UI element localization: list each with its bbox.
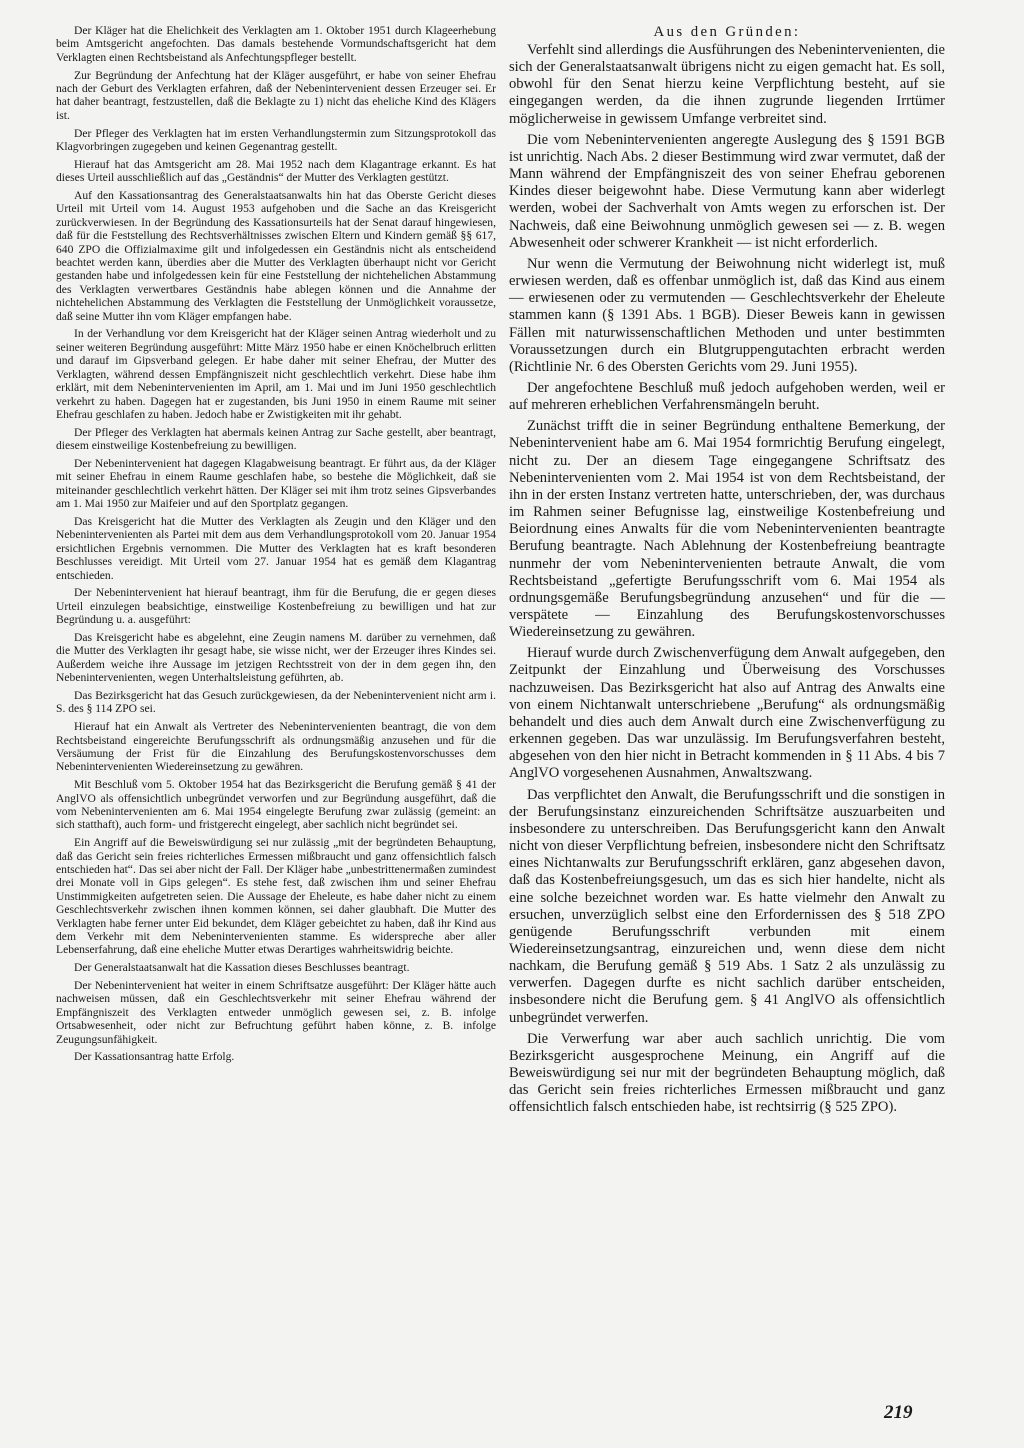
right-paragraph: Die Verwerfung war aber auch sachlich unrichtig. Die vom Bezirksgericht ausgesprochene Meinung, ein Angriff auf die Beweiswürdigung sei nur mit der begründeten Behauptung möglich, daß das Gericht sein freies richterliches Ermessen mißbraucht und ganz offensichtlich falsch entschieden habe, ist rechtsirrig (§ 525 ZPO). [509,1030,945,1116]
page-number: 219 [884,1402,913,1423]
left-paragraph: Das Bezirksgericht hat das Gesuch zurückgewiesen, da der Nebenintervenient nicht arm i. S. des § 114 ZPO sei. [56,688,496,716]
left-paragraph: Ein Angriff auf die Beweiswürdigung sei nur zulässig „mit der begründeten Behauptung, daß das Gericht sein freies richterliches Ermessen mißbraucht und ganz offensichtlich falsch entschieden hat“. Das sei aber nicht der Fall. Der Kläger habe „unbestrittenermaßen zumindest drei Monate voll in Gips gelegen“. Es stehe fest, daß zwischen ihm und seiner Ehefrau Unstimmigkeiten aufgetreten seien. Die Aussage der Eheleute, es habe daher nicht zu einem Geschlechtsverkehr zwischen ihnen kommen können, sei daher glaubhaft. Die Mutter des Verklagten habe ferner unter Eid bekundet, dem Kläger gebeichtet zu haben, daß ihr Kind aus dem Verkehr mit dem Nebenintervenienten stamme. Es widerspreche aber aller Lebenserfahrung, daß eine eheliche Mutter etwas Derartiges wahrheitswidrig beichte. [56,836,496,957]
left-paragraph: Hierauf hat das Amtsgericht am 28. Mai 1952 nach dem Klagantrage erkannt. Es hat dieses Urteil ausschließlich auf das „Geständnis“ der Mutter des Verklagten gestützt. [56,157,496,185]
right-paragraph: Zunächst trifft die in seiner Begründung enthaltene Bemerkung, der Nebenintervenient habe am 6. Mai 1954 formrichtig Berufung eingelegt, nicht zu. Der an diesem Tage eingegangene Schriftsatz des Nebenintervenienten vom 2. Mai 1954 ist von dem Rechtsbeistand, der ihn in der ersten Instanz vertreten hatte, unterschrieben, der, was durchaus im Rahmen seiner Befugnisse lag, einstweilige Kostenbefreiung und Beiordnung eines Anwalts für die vom Nebenintervenienten beantragte Berufung beantragte. Nach Ablehnung der Kostenbefreiung beantragte nunmehr der vom Nebenintervenienten betraute Anwalt, die vom Rechtsbeistand „gefertigte Berufungsschrift vom 6. Mai 1954 als ordnungsgemäße Berufungsbegründung anzusehen“ und für die — verspätete — Einzahlung des Berufungskostenvorschusses Wiedereinsetzung zu gewähren. [509,418,945,641]
left-paragraph: Zur Begründung der Anfechtung hat der Kläger ausgeführt, er habe von seiner Ehefrau nach der Geburt des Verklagten erfahren, daß der Nebenintervenient dessen Erzeuger sei. Er hat daher beantragt, festzustellen, daß die Beklagte zu 1) nicht das eheliche Kind des Klägers ist. [56,68,496,122]
left-paragraph: Das Kreisgericht hat die Mutter des Verklagten als Zeugin und den Kläger und den Nebenintervenienten als Partei mit dem aus dem Verhandlungsprotokoll vom 20. Januar 1954 ersichtlichen Ergebnis vernommen. Die Mutter des Verklagten hat es kraft besonderen Beschlusses vereidigt. Mit Urteil vom 27. Januar 1954 hat es gemäß dem Klagantrag entschieden. [56,514,496,582]
right-paragraph: Hierauf wurde durch Zwischenverfügung dem Anwalt aufgegeben, den Zeitpunkt der Einzahlung und Überweisung des Vorschusses nachzuweisen. Das Bezirksgericht hat also auf Antrag des Anwalts eine von einem Nichtanwalt unterschriebene „Berufung“ als ordnungsmäßig behandelt und dies auch dem Anwalt durch eine Zwischenverfügung zu erkennen gegeben. Das war unzulässig. Im Berufungsverfahren besteht, abgesehen von den hier nicht in Betracht kommenden in § 11 Abs. 4 bis 7 AnglVO vorgesehenen Ausnahmen, Anwaltszwang. [509,645,945,782]
left-paragraph: In der Verhandlung vor dem Kreisgericht hat der Kläger seinen Antrag wiederholt und zu seiner weiteren Begründung ausgeführt: Mitte März 1950 habe er einen Knöchelbruch erlitten und darauf im Gipsverband gelegen. Er habe daher mit seiner Ehefrau, der Mutter des Verklagten, während dessen Empfängniszeit nicht geschlechtlich verkehrt. Diese habe ihm erklärt, mit dem Nebenintervenienten im April, am 1. Mai und im Juni 1950 geschlechtlich verkehrt zu haben. Dagegen hat er zugestanden, bis Juni 1950 in einem Raume mit seiner Ehefrau geschlafen zu haben. Jedoch habe er Zwistigkeiten mit ihr gehabt. [56,327,496,421]
right-paragraph: Verfehlt sind allerdings die Ausführungen des Nebenintervenienten, die sich der Generalstaatsanwalt übrigens nicht zu eigen gemacht hat. Es soll, obwohl für den Senat hierzu keine Verpflichtung besteht, auf sie eingegangen werden, da die ihnen zugrunde liegenden Irrtümer möglicherweise in gewissem Umfange verbreitet sind. [509,42,945,127]
left-paragraph: Das Kreisgericht habe es abgelehnt, eine Zeugin namens M. darüber zu vernehmen, daß die Mutter des Verklagten ihr gesagt habe, sie wisse nicht, wer der Erzeuger ihres Kindes sei. Außerdem weiche ihre Aussage im jetzigen Rechtsstreit von der in dem gegen ihn, den Nebenintervenienten, wegen Unterhaltsleistung geführten, ab. [56,630,496,685]
left-paragraph: Hierauf hat ein Anwalt als Vertreter des Nebenintervenienten beantragt, die von dem Rechtsbeistand eingereichte Berufungsschrift als ordnungsmäßig anzusehen und für die Versäumung der Frist für die Einzahlung des Berufungskostenvorschusses dem Nebenintervenienten Wiedereinsetzung zu gewähren. [56,720,496,774]
left-column [56,24,496,1068]
left-paragraph: Mit Beschluß vom 5. Oktober 1954 hat das Bezirksgericht die Berufung gemäß § 41 der AnglVO als offensichtlich unbegründet verworfen und zur Begründung ausgeführt, daß die vom Nebenintervenienten am 6. Mai 1954 eingelegte Berufung zwar zulässig (gemeint: an sich statthaft), auch form- und fristgerecht eingelegt, aber sachlich nicht begründet sei. [56,778,496,832]
right-paragraph: Nur wenn die Vermutung der Beiwohnung nicht widerlegt ist, muß erwiesen werden, daß es offenbar unmöglich ist, daß das Kind aus einem — erwiesenen oder zu vermutenden — Geschlechtsverkehr der Eheleute stammen kann (§ 1391 Abs. 1 BGB). Dieser Beweis kann in gewissen Fällen mit naturwissenschaftlichen Methoden und unter bestimmten Voraussetzungen durch ein Blutgruppengutachten erbracht werden (Richtlinie Nr. 6 des Obersten Gerichts vom 29. Juni 1955). [509,255,945,375]
right-paragraph: Das verpflichtet den Anwalt, die Berufungsschrift und die sonstigen in der Berufungsinstanz einzureichenden Schriftsätze auszuarbeiten und insbesondere zu unterschreiben. Das Berufungsgericht kann den Anwalt nicht von dieser Verpflichtung befreien, insbesondere nicht den Schriftsatz eines Nichtanwalts zur Berufungsschrift erklären, ganz abgesehen davon, daß das Kostenbefreiungsgesuch, um das es sich hier handelte, nicht als eine solche bezeichnet worden war. Es hatte vielmehr den Anwalt zu ersuchen, unverzüglich selbst eine den Erfordernissen des § 518 ZPO genügende Berufungsschrift verbunden mit einem Wiedereinsetzungsantrag, einzureichen und, wenn diese dem nicht nachkam, die Berufung gemäß § 519 Abs. 1 Satz 2 als unzulässig zu verwerfen. Dagegen durfte es nicht sachlich darüber entscheiden, insbesondere nicht die Berufung gem. § 41 AnglVO als offensichtlich unbegründet verwerfen. [509,786,945,1026]
right-column [509,24,945,1121]
left-paragraph: Der Pfleger des Verklagten hat im ersten Verhandlungstermin zum Sitzungsprotokoll das Klagvorbringen zugegeben und keinen Gegenantrag gestellt. [56,126,496,154]
left-paragraph: Der Kläger hat die Ehelichkeit des Verklagten am 1. Oktober 1951 durch Klageerhebung beim Amtsgericht angefochten. Das damals bestehende Vormundschaftsgericht hat dem Verklagten einen Rechtsbeistand als Anfechtungspfleger bestellt. [56,24,496,64]
left-paragraph: Der Kassationsantrag hatte Erfolg. [74,1050,235,1064]
left-paragraph: Der Nebenintervenient hat hierauf beantragt, ihm für die Berufung, die er gegen dieses Urteil einzulegen beabsichtige, einstweilige Kostenbefreiung zu bewilligen und hat zur Begründung u. a. ausgeführt: [56,586,496,627]
left-paragraph: Auf den Kassationsantrag des Generalstaatsanwalts hin hat das Oberste Gericht dieses Urteil mit Urteil vom 14. August 1953 aufgehoben und die Sache an das Kreisgericht zurückverwiesen. In der Begründung des Kassationsurteils hat der Senat darauf hingewiesen, daß für die Feststellung des Rechtsverhältnisses zwischen Eltern und Kindern gemäß §§ 617, 640 ZPO die Offizialmaxime gilt und infolgedessen ein Geständnis nicht als entscheidend beachtet werden kann, überdies aber die Mutter des Verklagten überhaupt nicht vor Gericht gestanden habe und infolgedessen kein für eine Feststellung der nichtehelichen Abstammung des Verklagten verwertbares Geständnis habe ablegen können und die Annahme der nichtehelichen Abstammung des Verklagten die Feststellung der Unmöglichkeit voraussetze, daß seine Mutter ihn vom Kläger empfangen habe. [56,189,496,323]
section-heading: Aus den Gründen: [653,24,801,40]
left-paragraph: Der Generalstaatsanwalt hat die Kassation dieses Beschlusses beantragt. [74,961,410,975]
right-paragraph: Die vom Nebenintervenienten angeregte Auslegung des § 1591 BGB ist unrichtig. Nach Abs. 2 dieser Bestimmung wird zwar vermutet, daß der Mann während der Empfängniszeit des von seiner Ehefrau geborenen Kindes dieser beigewohnt habe. Diese Vermutung kann aber widerlegt werden, wobei der Sachverhalt von Amts wegen zu erforschen ist. Der Nachweis, daß eine Beiwohnung unmöglich gewesen sei — z. B. wegen Abwesenheit oder schwerer Krankheit — ist nicht erforderlich. [509,131,945,251]
left-paragraph: Der Nebenintervenient hat dagegen Klagabweisung beantragt. Er führt aus, da der Kläger mit seiner Ehefrau in einem Raume geschlafen habe, so bestehe die Möglichkeit, daß sie miteinander geschlechtlich verkehrt hätten. Der Kläger sei mit ihm trotz seines Gipsverbandes am 1. Mai 1950 zur Maifeier und auf den Sportplatz gegangen. [56,456,496,511]
left-paragraph: Der Nebenintervenient hat weiter in einem Schriftsatze ausgeführt: Der Kläger hätte auch nachweisen müssen, daß ein Geschlechtsverkehr mit seiner Ehefrau während der Empfängniszeit des Verklagten entweder unmöglich gewesen sei, z. B. infolge Ortsabwesenheit, oder nicht zur Befruchtung geführt haben könne, z. B. infolge Zeugungsunfähigkeit. [56,979,496,1046]
left-paragraph: Der Pfleger des Verklagten hat abermals keinen Antrag zur Sache gestellt, aber beantragt, diesem einstweilige Kostenbefreiung zu bewilligen. [56,425,496,453]
right-paragraph: Der angefochtene Beschluß muß jedoch aufgehoben werden, weil er auf mehreren erheblichen Verfahrensmängeln beruht. [509,379,945,414]
